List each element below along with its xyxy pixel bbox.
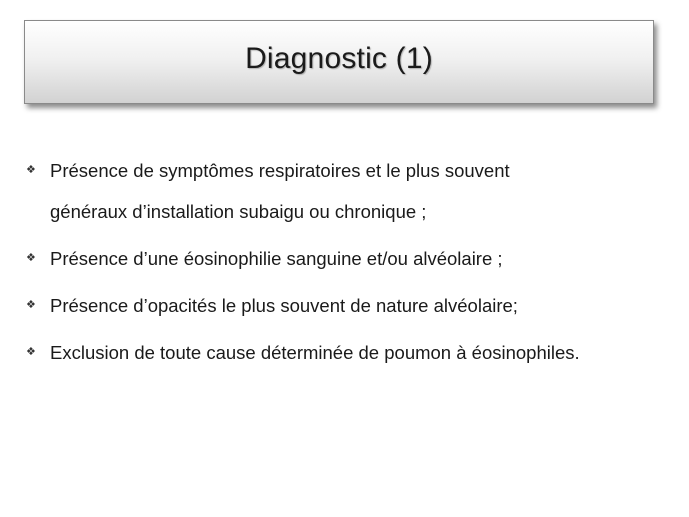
bullet-text-line: Présence de symptômes respiratoires et le plus souvent xyxy=(50,160,510,181)
bullet-text-line: Présence d’opacités le plus souvent de nature alvéolaire; xyxy=(50,295,518,316)
bullet-item xyxy=(26,150,676,232)
title-box xyxy=(24,20,654,104)
diamond-bullet-icon: ❖ xyxy=(26,346,36,358)
bullet-list xyxy=(26,150,676,379)
diamond-bullet-icon: ❖ xyxy=(26,299,36,311)
diamond-bullet-icon: ❖ xyxy=(26,164,36,176)
bullet-item xyxy=(26,238,676,279)
bullet-text-line: Présence d’une éosinophilie sanguine et/ou alvéolaire ; xyxy=(50,248,503,269)
bullet-item xyxy=(26,285,676,326)
bullet-text-line: généraux d’installation subaigu ou chronique ; xyxy=(50,201,427,222)
bullet-item xyxy=(26,332,676,373)
slide-title: Diagnostic (1) xyxy=(245,42,433,75)
diamond-bullet-icon: ❖ xyxy=(26,252,36,264)
bullet-text-line: Exclusion de toute cause déterminée de poumon à éosinophiles. xyxy=(50,342,580,363)
